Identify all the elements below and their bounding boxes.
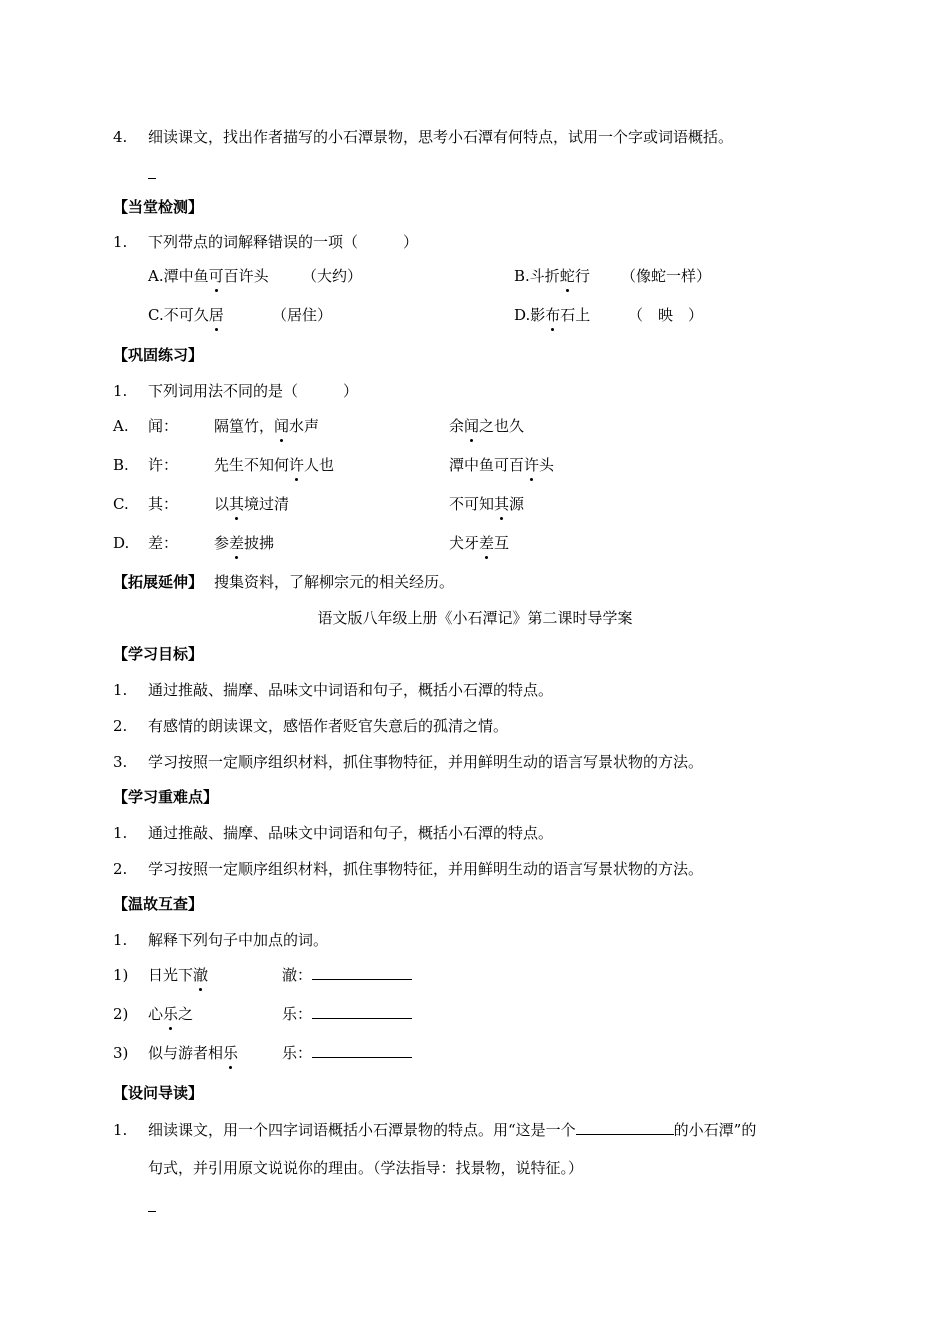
question-text: 下列带点的词解释错误的一项（ ） bbox=[148, 233, 419, 251]
blank-line bbox=[312, 1043, 412, 1058]
sentence: 似与游者相乐 bbox=[148, 1044, 239, 1062]
option-right: 余闻之也久 bbox=[449, 417, 525, 435]
dotted-char: 差 bbox=[479, 534, 495, 552]
dotted-char: 布 bbox=[545, 306, 561, 324]
answer-line bbox=[148, 1211, 156, 1212]
dotted-char: 澈 bbox=[193, 966, 209, 984]
blank-line bbox=[576, 1120, 674, 1135]
lesson-title: 语文版八年级上册《小石潭记》第二课时导学案 bbox=[317, 609, 633, 627]
question-text: 细读课文，用一个四字词语概括小石潭景物的特点。用“这是一个 的小石潭”的 bbox=[148, 1121, 757, 1139]
option-b: B.斗折蛇行 bbox=[514, 267, 590, 285]
dotted-char: 乐 bbox=[163, 1005, 179, 1023]
list-number: 3. bbox=[113, 753, 128, 771]
question-text: 下列词用法不同的是（ ） bbox=[148, 382, 359, 400]
list-item: 通过推敲、揣摩、品味文中词语和句子，概括小石潭的特点。 bbox=[148, 824, 554, 842]
option-d: D.影布石上 bbox=[514, 306, 591, 324]
list-item: 学习按照一定顺序组织材料，抓住事物特征，并用鲜明生动的语言写景状物的方法。 bbox=[148, 860, 704, 878]
option-word: 许： bbox=[148, 456, 179, 474]
list-number: 2. bbox=[113, 717, 128, 735]
option-c-gloss: （居住） bbox=[272, 306, 333, 324]
option-left: 以其境过清 bbox=[214, 495, 290, 513]
section-heading-shewen: 【设问导读】 bbox=[113, 1084, 204, 1102]
question-number: 1. bbox=[113, 1121, 128, 1139]
section-heading-tuozhan: 【拓展延伸】 bbox=[113, 573, 204, 591]
sentence: 日光下澈 bbox=[148, 966, 209, 984]
dotted-char: 闻 bbox=[464, 417, 480, 435]
option-right: 潭中鱼可百许头 bbox=[449, 456, 555, 474]
option-a-gloss: （大约） bbox=[302, 267, 363, 285]
option-left: 隔篁竹，闻水声 bbox=[214, 417, 320, 435]
option-letter: A. bbox=[113, 417, 129, 435]
option-left: 先生不知何许人也 bbox=[214, 456, 335, 474]
question-text-cont: 句式，并引用原文说说你的理由。（学法指导：找景物，说特征。） bbox=[148, 1159, 584, 1177]
option-word: 差： bbox=[148, 534, 179, 552]
option-word: 其： bbox=[148, 495, 179, 513]
section-heading-dangtang: 【当堂检测】 bbox=[113, 198, 204, 216]
list-item: 有感情的朗读课文，感悟作者贬官失意后的孤清之情。 bbox=[148, 717, 509, 735]
list-number: 1. bbox=[113, 824, 128, 842]
sub-number: 3) bbox=[113, 1044, 129, 1062]
blank-line bbox=[312, 1004, 412, 1019]
option-c: C.不可久居 bbox=[148, 306, 224, 324]
list-item: 学习按照一定顺序组织材料，抓住事物特征，并用鲜明生动的语言写景状物的方法。 bbox=[148, 753, 704, 771]
option-letter: B. bbox=[113, 456, 129, 474]
option-letter: C. bbox=[113, 495, 129, 513]
section-heading-wengu: 【温故互查】 bbox=[113, 895, 204, 913]
dotted-char: 居 bbox=[208, 306, 224, 324]
sentence: 心乐之 bbox=[148, 1005, 194, 1023]
question-text: 解释下列句子中加点的词。 bbox=[148, 931, 329, 949]
section-heading-mubiao: 【学习目标】 bbox=[113, 645, 204, 663]
list-number: 1. bbox=[113, 681, 128, 699]
option-d-gloss: （ 映 ） bbox=[628, 306, 704, 324]
list-item: 通过推敲、揣摩、品味文中词语和句子，概括小石潭的特点。 bbox=[148, 681, 554, 699]
answer-field[interactable]: 乐： bbox=[282, 1004, 412, 1024]
dotted-char: 其 bbox=[494, 495, 510, 513]
option-a: A.潭中鱼可百许头 bbox=[148, 267, 269, 285]
question-text: 细读课文，找出作者描写的小石潭景物，思考小石潭有何特点，试用一个字或词语概括。 bbox=[148, 128, 734, 146]
dotted-char: 差 bbox=[229, 534, 245, 552]
answer-field[interactable]: 乐： bbox=[282, 1043, 412, 1063]
question-number: 1. bbox=[113, 931, 128, 949]
section-heading-gonggu: 【巩固练习】 bbox=[113, 346, 204, 364]
dotted-char: 许 bbox=[524, 456, 540, 474]
question-number: 1. bbox=[113, 382, 128, 400]
section-heading-zhongnan: 【学习重难点】 bbox=[113, 788, 219, 806]
sub-number: 2) bbox=[113, 1005, 129, 1023]
dotted-char: 其 bbox=[229, 495, 245, 513]
question-number: 1. bbox=[113, 233, 128, 251]
answer-field[interactable]: 澈： bbox=[282, 965, 412, 985]
dotted-char: 可 bbox=[208, 267, 224, 285]
dotted-char: 蛇 bbox=[559, 267, 575, 285]
question-number: 4. bbox=[113, 128, 128, 146]
list-number: 2. bbox=[113, 860, 128, 878]
dotted-char: 乐 bbox=[223, 1044, 239, 1062]
option-letter: D. bbox=[113, 534, 130, 552]
option-right: 犬牙差互 bbox=[449, 534, 510, 552]
option-b-gloss: （像蛇一样） bbox=[621, 267, 712, 285]
option-word: 闻： bbox=[148, 417, 179, 435]
dotted-char: 许 bbox=[289, 456, 305, 474]
sub-number: 1) bbox=[113, 966, 129, 984]
dotted-char: 闻 bbox=[274, 417, 290, 435]
answer-line bbox=[148, 178, 156, 179]
blank-line bbox=[312, 965, 412, 980]
option-left: 参差披拂 bbox=[214, 534, 275, 552]
option-right: 不可知其源 bbox=[449, 495, 525, 513]
extension-text: 搜集资料，了解柳宗元的相关经历。 bbox=[214, 573, 455, 591]
